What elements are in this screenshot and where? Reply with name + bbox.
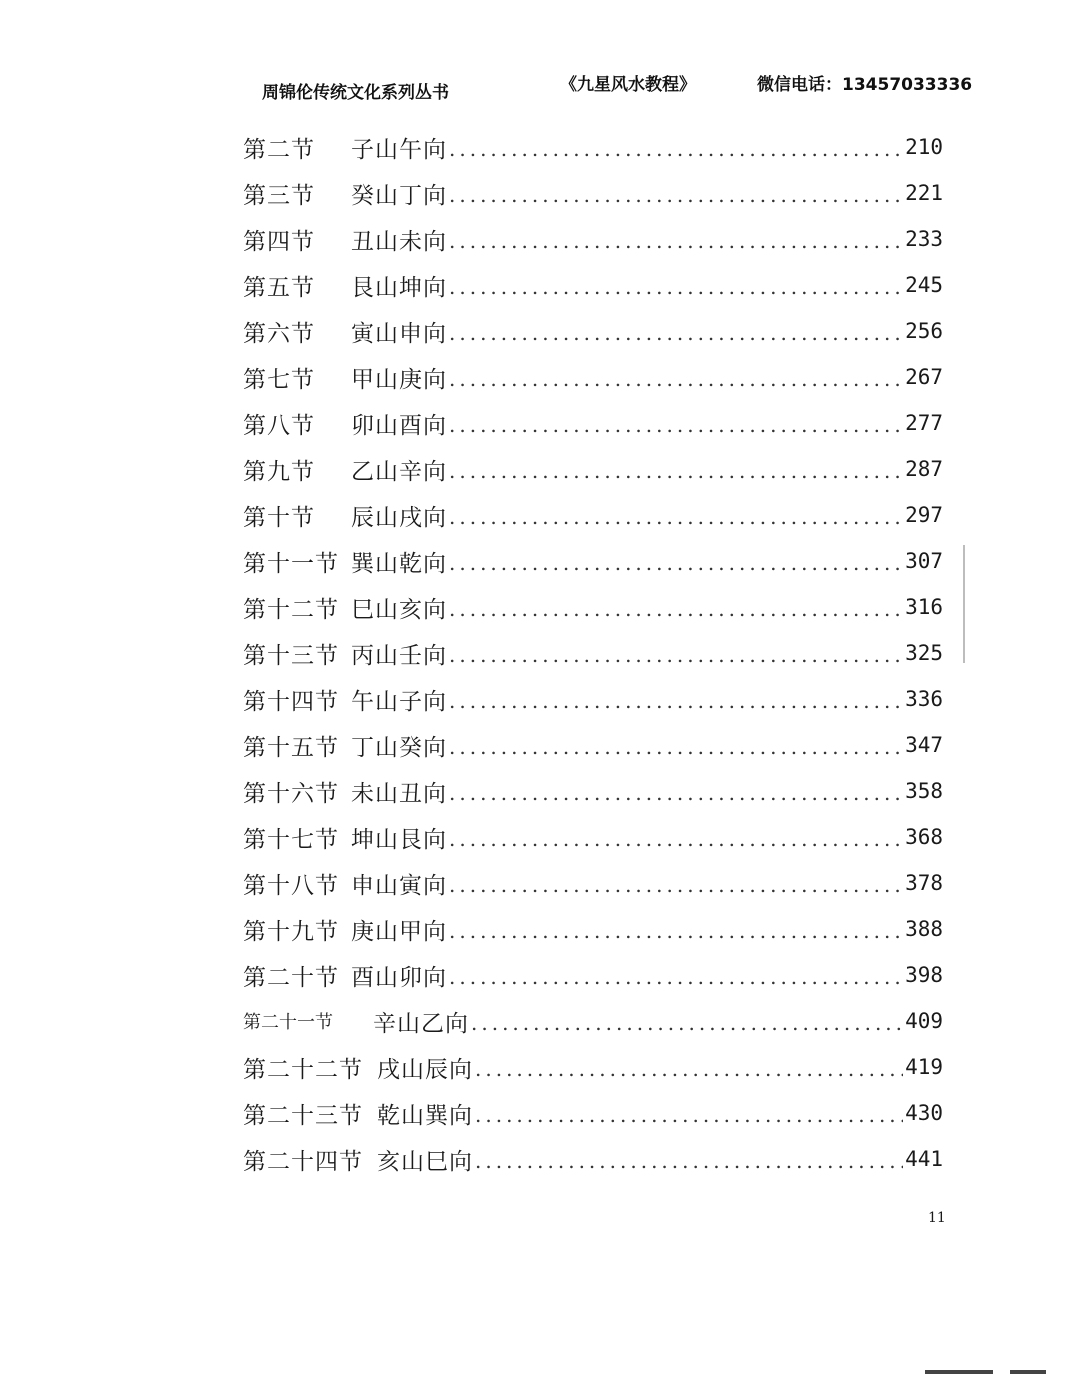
toc-page: 441 (905, 1147, 943, 1171)
toc-section: 第十一节 (243, 550, 339, 577)
toc-row (243, 309, 943, 353)
toc-row (243, 769, 943, 813)
toc-row (243, 953, 943, 997)
toc-row (243, 1045, 943, 1089)
toc-section: 第七节 (243, 366, 315, 393)
toc-page: 347 (905, 733, 943, 757)
toc-title: 庚山甲向 (351, 918, 447, 945)
leader-dots (449, 229, 903, 253)
toc-section: 第二十四节 (243, 1148, 363, 1175)
toc-row (243, 539, 943, 583)
leader-dots (449, 827, 903, 851)
toc-row (243, 815, 943, 859)
toc-section: 第十七节 (243, 826, 339, 853)
leader-dots (449, 183, 903, 207)
leader-dots (449, 781, 903, 805)
toc-section: 第二节 (243, 136, 315, 163)
toc-section: 第六节 (243, 320, 315, 347)
leader-dots (475, 1149, 903, 1173)
toc-section: 第三节 (243, 182, 315, 209)
toc-page: 398 (905, 963, 943, 987)
toc-title: 丁山癸向 (351, 734, 447, 761)
toc-page: 221 (905, 181, 943, 205)
toc-title: 癸山丁向 (351, 182, 447, 209)
toc-section: 第十八节 (243, 872, 339, 899)
toc-row (243, 585, 943, 629)
toc-section: 第五节 (243, 274, 315, 301)
leader-dots (449, 321, 903, 345)
toc-page: 287 (905, 457, 943, 481)
toc-title: 寅山申向 (351, 320, 447, 347)
toc-title: 巳山亥向 (351, 596, 447, 623)
toc-row (243, 263, 943, 307)
scan-bottom-mark (925, 1370, 993, 1374)
toc-title: 丑山未向 (351, 228, 447, 255)
toc-page: 210 (905, 135, 943, 159)
leader-dots (449, 551, 903, 575)
toc-page: 336 (905, 687, 943, 711)
toc-row (243, 171, 943, 215)
leader-dots (449, 689, 903, 713)
toc-row (243, 217, 943, 261)
leader-dots (449, 505, 903, 529)
toc-page: 297 (905, 503, 943, 527)
toc-page: 409 (905, 1009, 943, 1033)
leader-dots (449, 735, 903, 759)
toc-section: 第八节 (243, 412, 315, 439)
toc-page: 233 (905, 227, 943, 251)
toc-title: 卯山酉向 (351, 412, 447, 439)
toc-title: 巽山乾向 (351, 550, 447, 577)
toc-page: 245 (905, 273, 943, 297)
toc-title: 戌山辰向 (377, 1056, 473, 1083)
toc-title: 未山丑向 (351, 780, 447, 807)
toc-title: 子山午向 (351, 136, 447, 163)
toc-title: 酉山卯向 (351, 964, 447, 991)
leader-dots (449, 643, 903, 667)
scan-bottom-mark (1010, 1370, 1046, 1374)
toc-page: 378 (905, 871, 943, 895)
toc-section: 第二十二节 (243, 1056, 363, 1083)
toc-section: 第二十三节 (243, 1102, 363, 1129)
toc-row (243, 355, 943, 399)
toc-title: 乾山巽向 (377, 1102, 473, 1129)
leader-dots (449, 367, 903, 391)
toc-title: 乙山辛向 (351, 458, 447, 485)
toc-section: 第九节 (243, 458, 315, 485)
book-title: 《九星风水教程》 (560, 75, 696, 95)
toc-title: 申山寅向 (351, 872, 447, 899)
toc-title: 艮山坤向 (351, 274, 447, 301)
toc-row (243, 677, 943, 721)
leader-dots (449, 275, 903, 299)
toc-page: 388 (905, 917, 943, 941)
toc-row (243, 1137, 943, 1181)
toc-section: 第四节 (243, 228, 315, 255)
toc-title: 甲山庚向 (351, 366, 447, 393)
toc-row (243, 401, 943, 445)
toc-row (243, 723, 943, 767)
toc-page: 325 (905, 641, 943, 665)
toc-title: 坤山艮向 (351, 826, 447, 853)
toc-page: 267 (905, 365, 943, 389)
leader-dots (449, 873, 903, 897)
toc-row (243, 631, 943, 675)
leader-dots (449, 919, 903, 943)
leader-dots (475, 1057, 903, 1081)
toc-row (243, 493, 943, 537)
toc-row (243, 861, 943, 905)
scan-edge-line (963, 545, 965, 663)
toc-section: 第十五节 (243, 734, 339, 761)
toc-section: 第十三节 (243, 642, 339, 669)
page-number: 11 (928, 1210, 946, 1226)
toc-title: 丙山壬向 (351, 642, 447, 669)
toc-title: 亥山巳向 (377, 1148, 473, 1175)
toc-page: 358 (905, 779, 943, 803)
toc-row (243, 1091, 943, 1135)
leader-dots (449, 965, 903, 989)
leader-dots (449, 459, 903, 483)
toc-page: 256 (905, 319, 943, 343)
leader-dots (471, 1011, 903, 1035)
leader-dots (449, 137, 903, 161)
toc-row (243, 907, 943, 951)
toc-section: 第二十节 (243, 964, 339, 991)
toc-title: 午山子向 (351, 688, 447, 715)
contact-info: 微信电话：13457033336 (757, 75, 973, 95)
toc-page: 316 (905, 595, 943, 619)
toc-row (243, 999, 943, 1043)
toc-page: 368 (905, 825, 943, 849)
toc-title: 辰山戌向 (351, 504, 447, 531)
toc-page: 277 (905, 411, 943, 435)
toc-section: 第十节 (243, 504, 315, 531)
toc-section: 第十四节 (243, 688, 339, 715)
leader-dots (449, 597, 903, 621)
toc-section: 第十九节 (243, 918, 339, 945)
toc-section: 第十六节 (243, 780, 339, 807)
toc-title: 辛山乙向 (373, 1010, 469, 1037)
toc-page: 307 (905, 549, 943, 573)
leader-dots (475, 1103, 903, 1127)
toc-row (243, 125, 943, 169)
toc-page: 419 (905, 1055, 943, 1079)
toc-row (243, 447, 943, 491)
toc-page: 430 (905, 1101, 943, 1125)
leader-dots (449, 413, 903, 437)
toc-section: 第十二节 (243, 596, 339, 623)
toc-section: 第二十一节 (243, 1012, 333, 1033)
series-title: 周锦伦传统文化系列丛书 (262, 83, 449, 103)
